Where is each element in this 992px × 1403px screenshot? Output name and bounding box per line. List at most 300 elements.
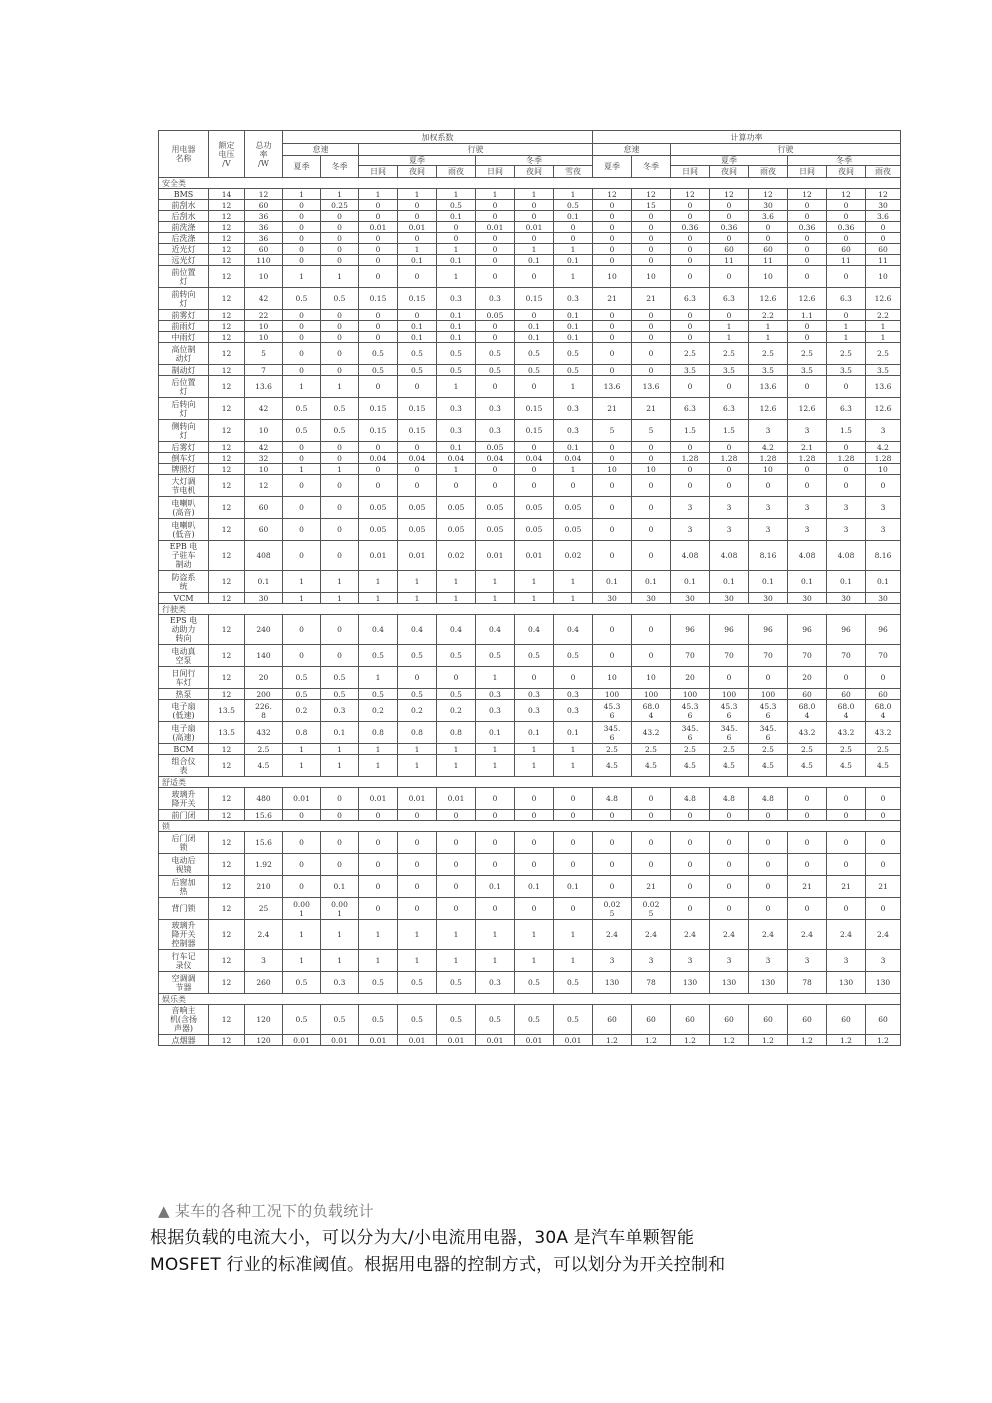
value-cell: 1 (554, 464, 593, 475)
value-cell: 0 (827, 788, 866, 810)
value-cell: 0 (283, 810, 321, 821)
value-cell: 0 (671, 211, 710, 222)
appliance-name-cell: 电动后 视镜 (159, 854, 209, 876)
value-cell: 0.1 (515, 876, 554, 898)
value-cell: 0.3 (476, 700, 515, 722)
value-cell: 1.2 (788, 1035, 827, 1046)
value-cell: 1 (554, 571, 593, 593)
value-cell: 0 (710, 876, 749, 898)
value-cell: 0.5 (283, 398, 321, 420)
value-cell: 60 (788, 689, 827, 700)
value-cell: 0.5 (437, 972, 476, 994)
value-cell: 0 (398, 233, 437, 244)
value-cell: 0 (476, 244, 515, 255)
value-cell: 3.6 (749, 211, 788, 222)
value-cell: 0 (632, 615, 671, 645)
appliance-name-cell: 近光灯 (159, 244, 209, 255)
value-cell: 2.4 (671, 920, 710, 950)
value-cell: 0 (321, 233, 359, 244)
value-cell: 13.6 (632, 376, 671, 398)
value-cell: 0 (827, 266, 866, 288)
value-cell: 0.3 (476, 689, 515, 700)
value-cell: 12 (209, 497, 245, 519)
value-cell: 0.1 (593, 571, 632, 593)
appliance-name-cell: 后门闭 锁 (159, 832, 209, 854)
value-cell: 0.05 (476, 497, 515, 519)
value-cell: 0 (632, 365, 671, 376)
value-cell: 0 (632, 645, 671, 667)
value-cell: 408 (245, 541, 283, 571)
table-row (159, 832, 901, 854)
value-cell: 12 (209, 788, 245, 810)
value-cell: 3 (749, 497, 788, 519)
value-cell: 21 (866, 876, 901, 898)
table-row (159, 667, 901, 689)
value-cell: 3 (788, 420, 827, 442)
value-cell: 12 (209, 593, 245, 604)
paragraph-line: 根据负载的电流大小，可以分为大/小电流用电器，30A 是汽车单颗智能 (150, 1228, 695, 1248)
appliance-name-cell: 后雾灯 (159, 442, 209, 453)
value-cell: 1 (749, 332, 788, 343)
value-cell: 1 (321, 755, 359, 777)
value-cell: 1 (476, 744, 515, 755)
appliance-name-cell: 制动灯 (159, 365, 209, 376)
value-cell: 0 (788, 211, 827, 222)
value-cell: 1 (321, 189, 359, 200)
appliance-name-cell: 前洗涤 (159, 222, 209, 233)
value-cell: 0 (283, 332, 321, 343)
value-cell: 1.2 (710, 1035, 749, 1046)
value-cell: 0 (788, 810, 827, 821)
value-cell: 3 (245, 950, 283, 972)
value-cell: 12 (209, 876, 245, 898)
value-cell: 0.01 (515, 222, 554, 233)
value-cell: 0 (398, 442, 437, 453)
value-cell: 0 (710, 211, 749, 222)
header-rain-night: 雨夜 (866, 166, 901, 178)
value-cell: 21 (593, 288, 632, 310)
value-cell: 0.3 (476, 972, 515, 994)
value-cell: 0.4 (398, 615, 437, 645)
category-label: 锁 (159, 821, 901, 832)
appliance-name-cell: 后窗加 热 (159, 876, 209, 898)
value-cell: 60 (245, 244, 283, 255)
value-cell: 12 (209, 744, 245, 755)
header-summer: 夏季 (283, 156, 321, 178)
value-cell: 0.01 (476, 222, 515, 233)
value-cell: 20 (671, 667, 710, 689)
table-row (159, 810, 901, 821)
value-cell: 3 (827, 950, 866, 972)
value-cell: 0.05 (476, 442, 515, 453)
value-cell: 0 (671, 321, 710, 332)
value-cell: 0.02 5 (632, 898, 671, 920)
table-row (159, 288, 901, 310)
value-cell: 0.1 (321, 722, 359, 744)
value-cell: 0.1 (515, 332, 554, 343)
value-cell: 0 (866, 233, 901, 244)
value-cell: 0.4 (476, 615, 515, 645)
value-cell: 0 (321, 854, 359, 876)
value-cell: 0 (593, 475, 632, 497)
value-cell: 12 (209, 420, 245, 442)
value-cell: 1 (283, 593, 321, 604)
value-cell: 60 (710, 244, 749, 255)
value-cell: 0 (749, 233, 788, 244)
value-cell: 12 (209, 571, 245, 593)
value-cell: 2.1 (788, 442, 827, 453)
value-cell: 0.36 (710, 222, 749, 233)
value-cell: 12.6 (788, 398, 827, 420)
value-cell: 0.05 (515, 519, 554, 541)
value-cell: 3 (827, 497, 866, 519)
value-cell: 1.5 (827, 420, 866, 442)
value-cell: 0 (632, 343, 671, 365)
value-cell: 0 (827, 211, 866, 222)
value-cell: 0 (632, 321, 671, 332)
header-night: 夜间 (710, 166, 749, 178)
table-row (159, 464, 901, 475)
value-cell: 4.8 (749, 788, 788, 810)
value-cell: 0.1 (515, 722, 554, 744)
table-row (159, 920, 901, 950)
value-cell: 3.5 (749, 365, 788, 376)
value-cell: 1 (398, 755, 437, 777)
appliance-name-cell: 电子扇 (高速) (159, 722, 209, 744)
value-cell: 96 (788, 615, 827, 645)
value-cell: 0 (827, 475, 866, 497)
value-cell: 0.1 (788, 571, 827, 593)
value-cell: 3 (788, 497, 827, 519)
table-row (159, 222, 901, 233)
value-cell: 0.5 (321, 288, 359, 310)
value-cell: 0 (710, 310, 749, 321)
value-cell: 21 (827, 876, 866, 898)
value-cell: 20 (788, 667, 827, 689)
value-cell: 11 (710, 255, 749, 266)
value-cell: 130 (749, 972, 788, 994)
header-driving: 行驶 (359, 144, 593, 156)
value-cell: 12 (209, 321, 245, 332)
value-cell: 1 (476, 755, 515, 777)
value-cell: 345. 6 (593, 722, 632, 744)
value-cell: 0.04 (398, 453, 437, 464)
value-cell: 1 (283, 464, 321, 475)
value-cell: 2.5 (749, 343, 788, 365)
value-cell: 5 (245, 343, 283, 365)
appliance-name-cell: 点烟器 (159, 1035, 209, 1046)
value-cell: 3 (749, 420, 788, 442)
value-cell: 432 (245, 722, 283, 744)
table-row (159, 233, 901, 244)
value-cell: 1 (321, 744, 359, 755)
value-cell: 2.4 (245, 920, 283, 950)
value-cell: 12 (209, 475, 245, 497)
value-cell: 12 (209, 365, 245, 376)
value-cell: 0 (593, 810, 632, 821)
value-cell: 1 (359, 755, 398, 777)
value-cell: 0 (749, 667, 788, 689)
value-cell: 0 (283, 255, 321, 266)
value-cell: 0.1 (398, 321, 437, 332)
value-cell: 43.2 (866, 722, 901, 744)
value-cell: 22 (245, 310, 283, 321)
value-cell: 0.3 (515, 700, 554, 722)
value-cell: 60 (632, 1005, 671, 1035)
header-day: 日间 (788, 166, 827, 178)
value-cell: 11 (749, 255, 788, 266)
value-cell: 70 (710, 645, 749, 667)
value-cell: 0 (437, 898, 476, 920)
appliance-name-cell: BMS (159, 189, 209, 200)
value-cell: 1 (283, 755, 321, 777)
value-cell: 0 (554, 898, 593, 920)
value-cell: 1.5 (671, 420, 710, 442)
value-cell: 0.4 (437, 615, 476, 645)
value-cell: 12 (209, 376, 245, 398)
value-cell: 10 (866, 266, 901, 288)
value-cell: 0 (827, 310, 866, 321)
value-cell: 0 (398, 475, 437, 497)
table-row (159, 453, 901, 464)
category-row (159, 178, 901, 189)
value-cell: 1 (359, 950, 398, 972)
table-row (159, 854, 901, 876)
value-cell: 0.5 (515, 343, 554, 365)
value-cell: 0 (554, 667, 593, 689)
value-cell: 1 (476, 920, 515, 950)
value-cell: 10 (245, 464, 283, 475)
value-cell: 1 (515, 920, 554, 950)
value-cell: 0.5 (476, 1005, 515, 1035)
category-row (159, 604, 901, 615)
value-cell: 12 (632, 189, 671, 200)
value-cell: 12 (788, 189, 827, 200)
value-cell: 1.28 (866, 453, 901, 464)
value-cell: 0 (632, 233, 671, 244)
value-cell: 6.3 (710, 288, 749, 310)
value-cell: 1 (554, 266, 593, 288)
category-label: 娱乐类 (159, 994, 901, 1005)
appliance-name-cell: BCM (159, 744, 209, 755)
value-cell: 130 (593, 972, 632, 994)
value-cell: 3 (710, 497, 749, 519)
value-cell: 60 (788, 1005, 827, 1035)
value-cell: 0.3 (554, 700, 593, 722)
value-cell: 0 (671, 233, 710, 244)
value-cell: 0.01 (515, 541, 554, 571)
value-cell: 0.36 (788, 222, 827, 233)
value-cell: 1 (827, 321, 866, 332)
value-cell: 0.5 (321, 398, 359, 420)
header-snow-night: 雪夜 (554, 166, 593, 178)
value-cell: 1 (554, 744, 593, 755)
appliance-name-cell: 前刮水 (159, 200, 209, 211)
value-cell: 30 (827, 593, 866, 604)
value-cell: 0.5 (283, 667, 321, 689)
value-cell: 30 (749, 200, 788, 211)
value-cell: 0 (515, 376, 554, 398)
value-cell: 78 (788, 972, 827, 994)
value-cell: 10 (632, 667, 671, 689)
value-cell: 0.05 (359, 497, 398, 519)
value-cell: 60 (866, 689, 901, 700)
value-cell: 43.2 (788, 722, 827, 744)
value-cell: 12 (209, 211, 245, 222)
value-cell: 0.25 (321, 200, 359, 211)
value-cell: 12 (209, 453, 245, 464)
value-cell: 0 (593, 233, 632, 244)
value-cell: 0.01 (398, 1035, 437, 1046)
value-cell: 1 (321, 376, 359, 398)
value-cell: 13.5 (209, 700, 245, 722)
value-cell: 0.5 (437, 689, 476, 700)
value-cell: 1 (398, 920, 437, 950)
value-cell: 4.2 (749, 442, 788, 453)
value-cell: 1 (283, 376, 321, 398)
value-cell: 0 (359, 475, 398, 497)
value-cell: 21 (632, 876, 671, 898)
value-cell: 4.5 (671, 755, 710, 777)
value-cell: 0.05 (515, 497, 554, 519)
value-cell: 1 (321, 593, 359, 604)
value-cell: 0.05 (359, 519, 398, 541)
value-cell: 10 (593, 667, 632, 689)
value-cell: 0 (283, 645, 321, 667)
value-cell: 1 (283, 266, 321, 288)
value-cell: 13.5 (209, 722, 245, 744)
value-cell: 3 (710, 519, 749, 541)
value-cell: 2.5 (632, 744, 671, 755)
category-label: 舒适类 (159, 777, 901, 788)
appliance-name-cell: 玻璃升 降开关 控制器 (159, 920, 209, 950)
value-cell: 0 (632, 222, 671, 233)
value-cell: 0.04 (476, 453, 515, 464)
value-cell: 0 (359, 244, 398, 255)
value-cell: 0.1 (554, 255, 593, 266)
value-cell: 0.05 (437, 497, 476, 519)
value-cell: 4.5 (593, 755, 632, 777)
body-paragraph (150, 1225, 870, 1279)
category-row (159, 994, 901, 1005)
value-cell: 0 (788, 376, 827, 398)
value-cell: 0 (398, 854, 437, 876)
value-cell: 0 (827, 832, 866, 854)
value-cell: 0.5 (359, 343, 398, 365)
value-cell: 12 (209, 266, 245, 288)
value-cell: 0.01 (437, 1035, 476, 1046)
value-cell: 0 (632, 310, 671, 321)
value-cell: 0 (515, 854, 554, 876)
value-cell: 0 (321, 343, 359, 365)
value-cell: 0 (827, 233, 866, 244)
value-cell: 1 (283, 920, 321, 950)
value-cell: 36 (245, 233, 283, 244)
value-cell: 2.2 (749, 310, 788, 321)
value-cell: 0.3 (437, 288, 476, 310)
value-cell: 1 (515, 244, 554, 255)
value-cell: 0.02 5 (593, 898, 632, 920)
appliance-name-cell: 前位置 灯 (159, 266, 209, 288)
value-cell: 0.15 (359, 420, 398, 442)
table-row (159, 755, 901, 777)
value-cell: 1 (554, 244, 593, 255)
value-cell: 25 (245, 898, 283, 920)
value-cell: 1 (710, 332, 749, 343)
header-night: 夜间 (827, 166, 866, 178)
table-row (159, 332, 901, 343)
header-weight-group: 加权系数 (283, 131, 593, 144)
value-cell: 96 (671, 615, 710, 645)
value-cell: 2.5 (710, 744, 749, 755)
value-cell: 0 (321, 442, 359, 453)
value-cell: 60 (245, 497, 283, 519)
paragraph-line: MOSFET 行业的标准阈值。根据用电器的控制方式，可以划分为开关控制和 (150, 1255, 726, 1275)
value-cell: 2.4 (632, 920, 671, 950)
value-cell: 30 (671, 593, 710, 604)
header-winter: 冬季 (632, 156, 671, 178)
value-cell: 0 (671, 266, 710, 288)
appliance-name-cell: 后位置 灯 (159, 376, 209, 398)
value-cell: 0 (321, 211, 359, 222)
value-cell: 0 (671, 898, 710, 920)
value-cell: 0.5 (554, 972, 593, 994)
value-cell: 0.5 (437, 645, 476, 667)
value-cell: 11 (866, 255, 901, 266)
value-cell: 0.01 (476, 541, 515, 571)
value-cell: 0 (632, 475, 671, 497)
value-cell: 0 (632, 244, 671, 255)
value-cell: 0 (515, 464, 554, 475)
value-cell: 0 (749, 810, 788, 821)
value-cell: 345. 6 (671, 722, 710, 744)
value-cell: 1 (359, 667, 398, 689)
value-cell: 1.2 (827, 1035, 866, 1046)
appliance-name-cell: EPS 电 动助力 转向 (159, 615, 209, 645)
value-cell: 0 (710, 200, 749, 211)
load-statistics-table-wrap (158, 130, 900, 1046)
appliance-name-cell: 后刮水 (159, 211, 209, 222)
value-cell: 100 (749, 689, 788, 700)
table-row (159, 255, 901, 266)
table-row (159, 442, 901, 453)
value-cell: 0.1 (437, 442, 476, 453)
value-cell: 12.6 (866, 398, 901, 420)
table-row (159, 376, 901, 398)
value-cell: 0.5 (398, 645, 437, 667)
value-cell: 0 (321, 310, 359, 321)
value-cell: 0.3 (437, 398, 476, 420)
value-cell: 0.1 (515, 321, 554, 332)
value-cell: 1 (476, 593, 515, 604)
value-cell: 0 (398, 667, 437, 689)
table-row (159, 700, 901, 722)
table-row (159, 689, 901, 700)
value-cell: 0 (359, 854, 398, 876)
value-cell: 0.2 (398, 700, 437, 722)
value-cell: 0 (515, 898, 554, 920)
header-rain-night: 雨夜 (437, 166, 476, 178)
value-cell: 0.01 (476, 1035, 515, 1046)
value-cell: 2.4 (827, 920, 866, 950)
value-cell: 0.1 (321, 876, 359, 898)
value-cell: 0.5 (515, 972, 554, 994)
value-cell: 70 (749, 645, 788, 667)
value-cell: 0 (671, 876, 710, 898)
value-cell: 0 (827, 376, 866, 398)
value-cell: 0 (710, 832, 749, 854)
value-cell: 130 (827, 972, 866, 994)
